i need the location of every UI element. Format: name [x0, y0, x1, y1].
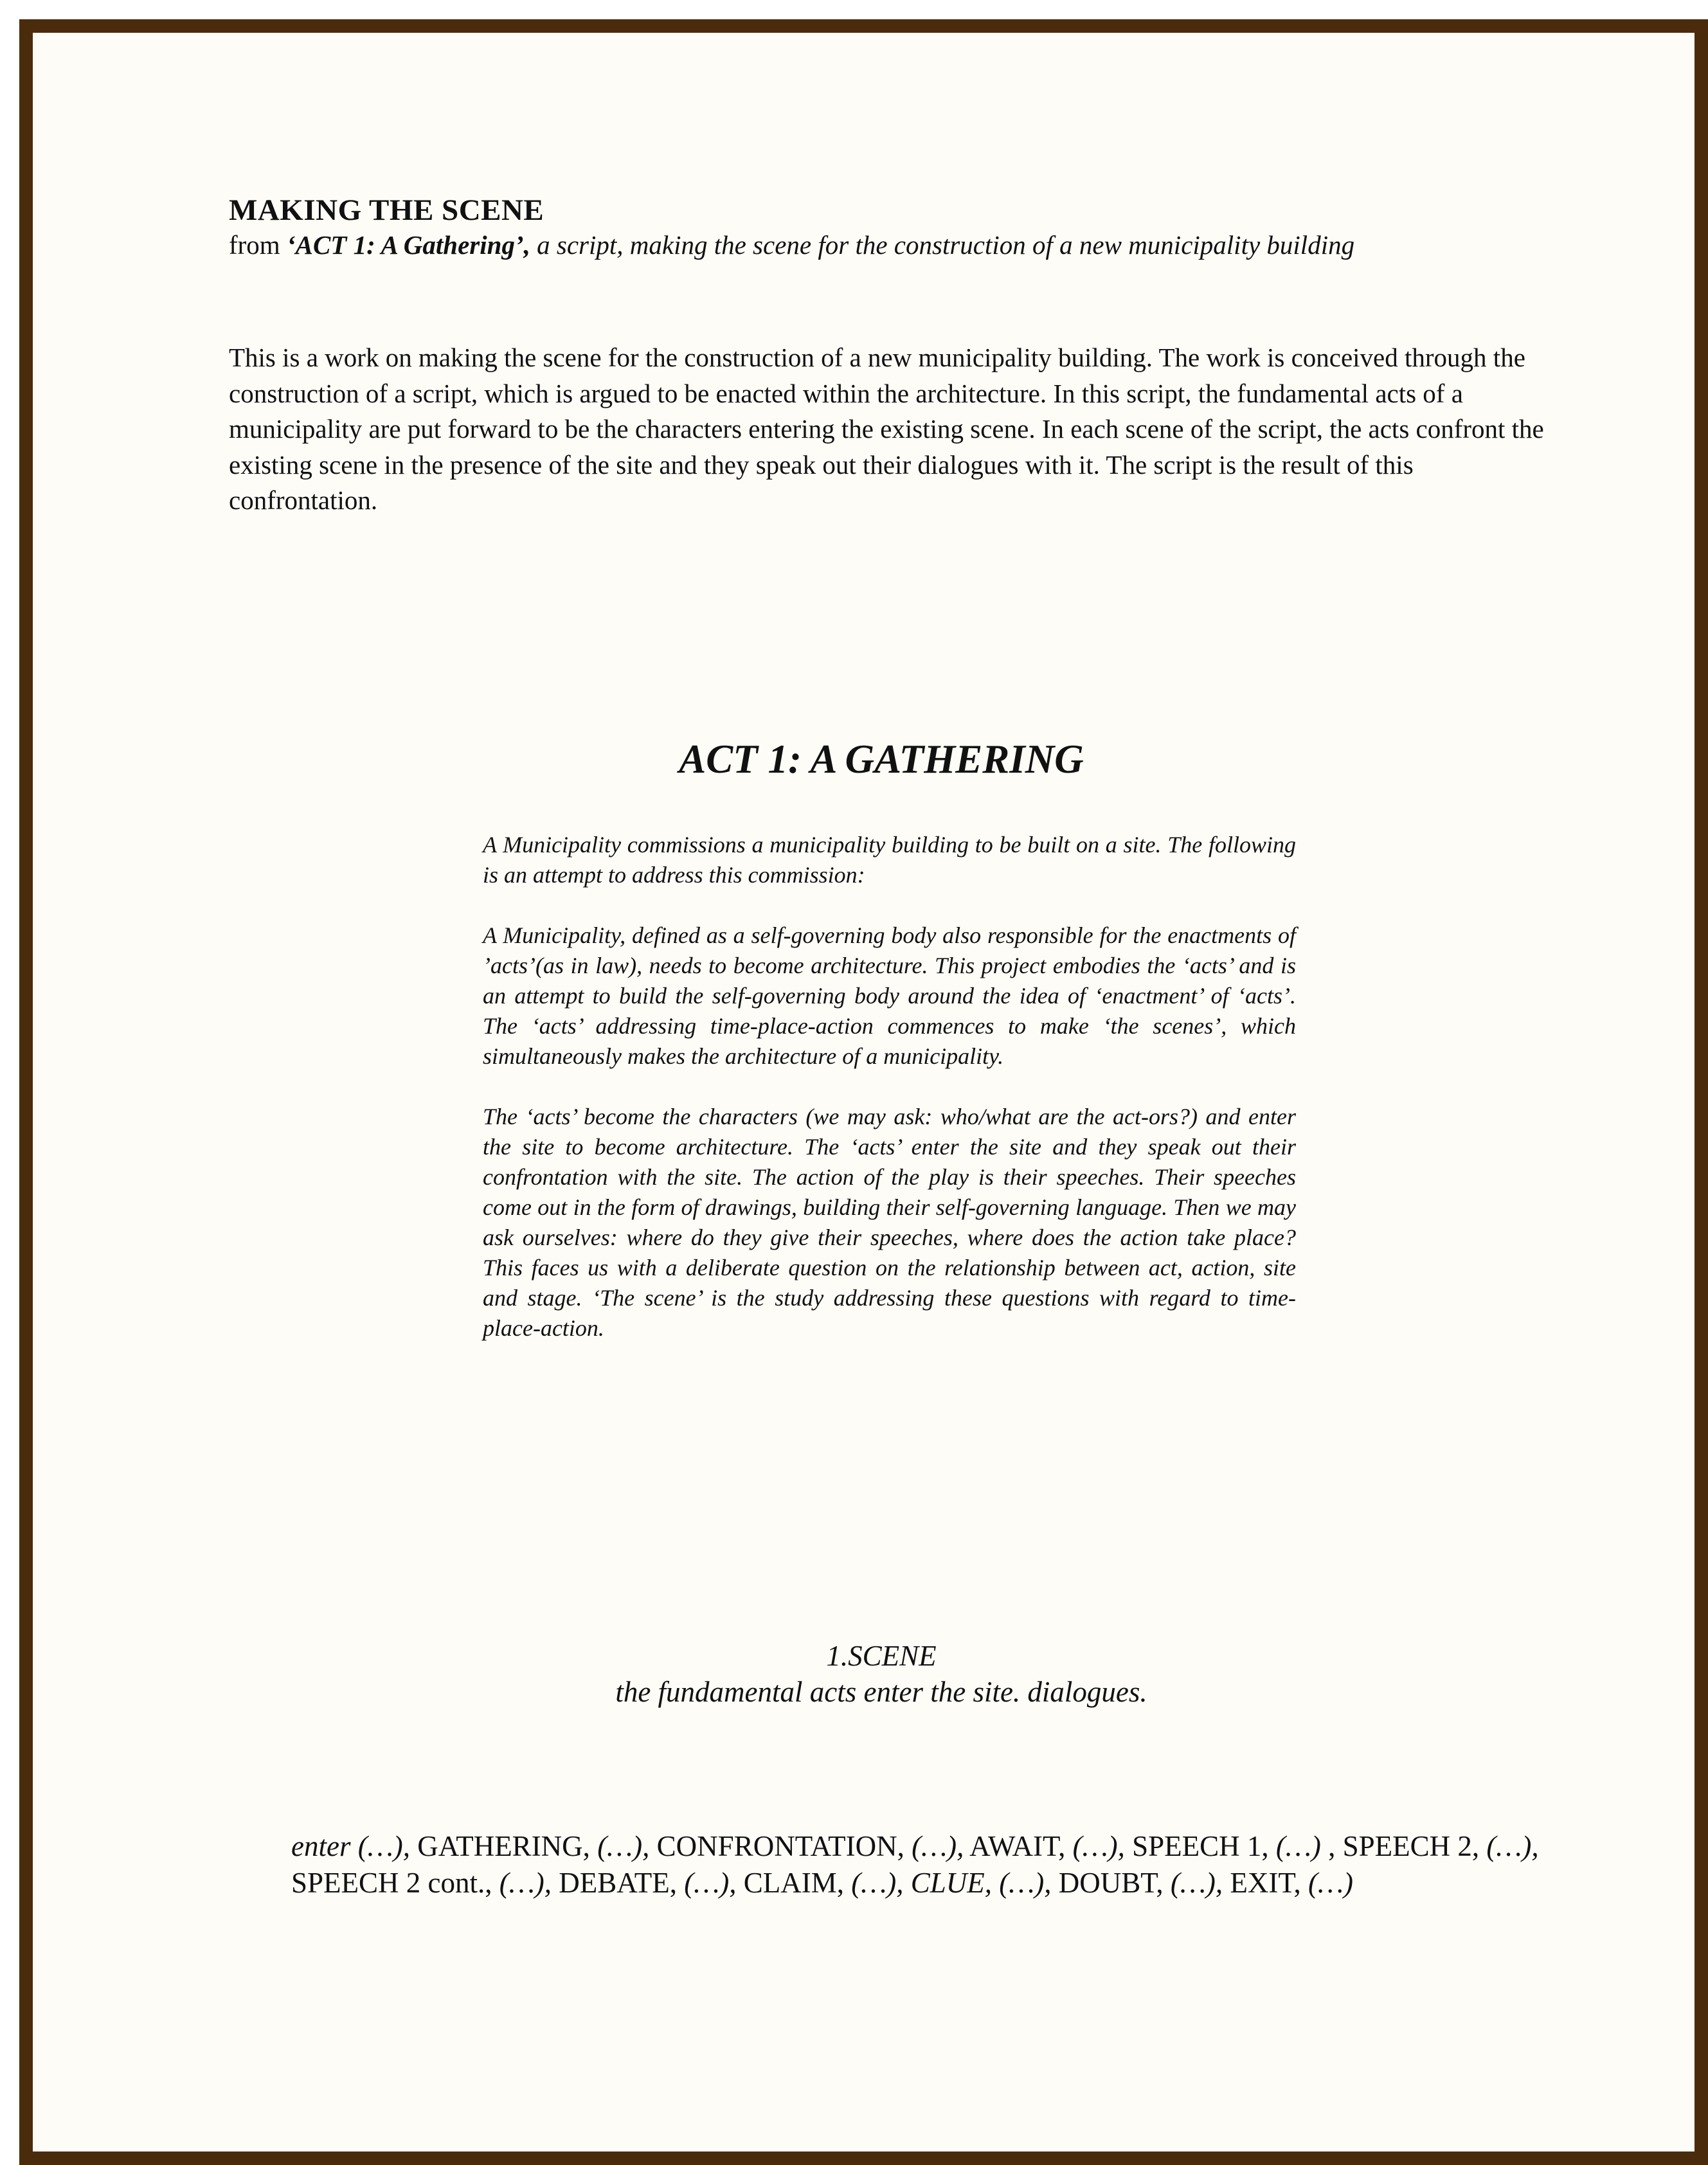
sequence-item: (…): [1275, 1830, 1321, 1862]
act-body: [483, 830, 1296, 1374]
sequence-item: EXIT,: [1223, 1866, 1309, 1899]
act-paragraph: The ‘acts’ become the characters (we may ask: who/what are the act-ors?) and enter the site to become architecture. The ‘acts’ enter the site and they speak out their confrontation with the site. The action of the play is their speeches. Their speeches come out in the form of drawings, building their self-governing language. Then we may ask ourselves: where do they give their speeches, where does the action take place? This faces us with a deliberate question on the relationship between act, action, site and stage. ‘The scene’ is the study addressing these questions with regard to time-place-action.: [483, 1104, 1296, 1341]
document-header: [229, 192, 1547, 262]
act-paragraph: A Municipality, defined as a self-governing body also responsible for the enactments of ’acts’(as in law), needs to become architecture. This project embodies the ‘acts’ and is an attempt to build the self-governing body around the idea of ‘enactment’ of ‘acts’. The ‘acts’ addressing time-place-action commences to make ‘the scenes’, which simultaneously makes the architecture of a municipality.: [483, 922, 1296, 1069]
sequence-item: (…): [1308, 1866, 1353, 1899]
sequence-item: SPEECH 1,: [1124, 1830, 1276, 1862]
sequence-item: (…),: [1486, 1830, 1539, 1862]
sequence-item: CLAIM,: [736, 1866, 852, 1899]
document-title: MAKING THE SCENE: [229, 193, 544, 227]
sequence-item: DEBATE,: [552, 1866, 685, 1899]
intro-paragraph: This is a work on making the scene for the construction of a new municipality building. The work is conceived through the construction of a script, which is argued to be enacted within the architecture. In this script, the fundamental acts of a municipality are put forward to be the characters entering the existing scene. In each scene of the script, the acts confront the existing scene in the presence of the site and they speak out their dialogues with it. The script is the result of this confrontation.: [229, 343, 1544, 515]
sequence-item: (…),: [1072, 1830, 1125, 1862]
sequence-item: GATHERING,: [409, 1830, 598, 1862]
sequence-item: (…),: [499, 1866, 552, 1899]
scene-number: 1.SCENE: [826, 1640, 937, 1672]
sequence-item: AWAIT,: [964, 1830, 1073, 1862]
page-frame: [19, 19, 1708, 2165]
subtitle-work-title: ‘ACT 1: A Gathering’,: [286, 230, 530, 260]
sequence-item: (…),: [1170, 1866, 1223, 1899]
document-subtitle: [229, 228, 1547, 262]
sequence-item: (…), CLUE, (…),: [851, 1866, 1052, 1899]
sequence-item: DOUBT,: [1051, 1866, 1171, 1899]
sequence-item: CONFRONTATION,: [649, 1830, 912, 1862]
subtitle-from: from: [229, 230, 287, 260]
sequence-item: (…),: [912, 1830, 964, 1862]
act-title: ACT 1: A GATHERING: [679, 737, 1084, 782]
scene-heading: [418, 1638, 1344, 1710]
scene-sequence: [291, 1828, 1603, 1901]
sequence-item: SPEECH 2 cont.,: [291, 1866, 499, 1899]
sequence-item: , SPEECH 2,: [1320, 1830, 1487, 1862]
subtitle-description: a script, making the scene for the construction of a new municipality building: [530, 230, 1355, 260]
sequence-item: (…),: [597, 1830, 650, 1862]
sequence-item: (…),: [684, 1866, 737, 1899]
sequence-item: enter (…),: [291, 1830, 410, 1862]
scene-description: the fundamental acts enter the site. dialogues.: [615, 1676, 1147, 1708]
act-paragraph: A Municipality commissions a municipality building to be built on a site. The following is an attempt to address this commission:: [483, 832, 1296, 888]
